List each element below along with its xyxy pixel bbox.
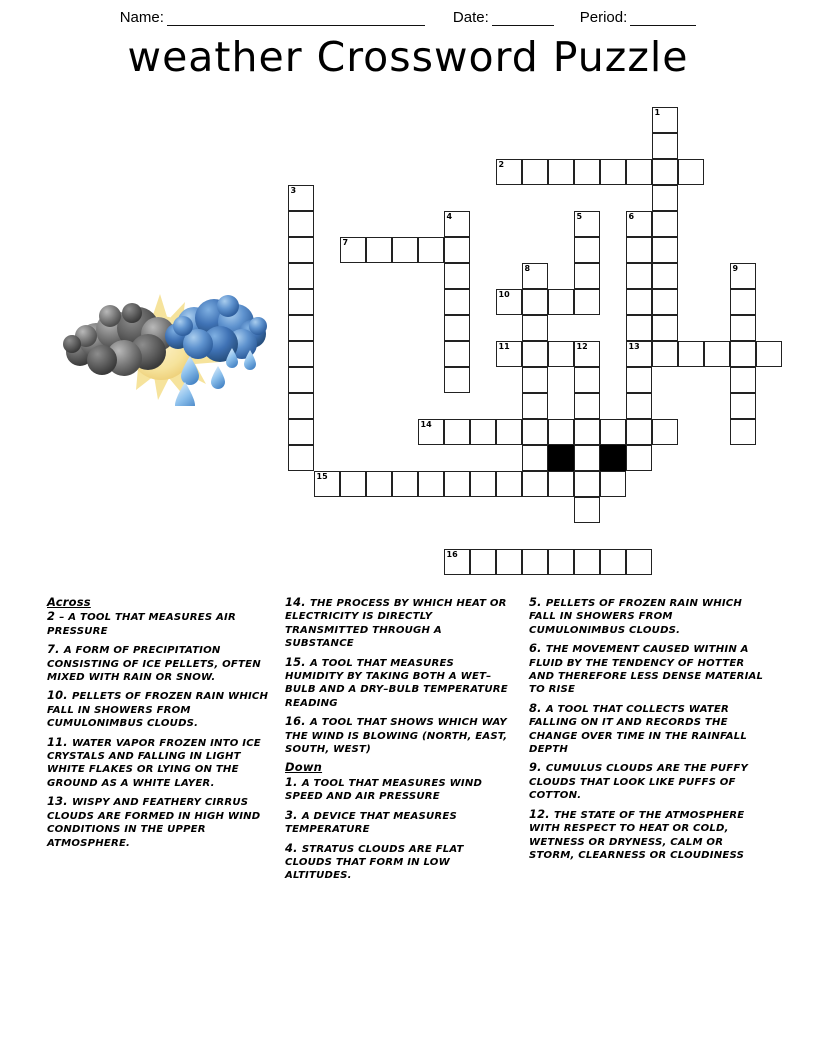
clue-text: A TOOL THAT SHOWS WHICH WAY THE WIND IS BLOWING (NORTH, EAST, SOUTH, WEST) [285, 717, 508, 756]
crossword-cell-number: 5 [576, 212, 583, 221]
crossword-cell-number: 9 [732, 264, 739, 273]
crossword-cell[interactable] [652, 211, 678, 237]
clue-text: PELLETS OF FROZEN RAIN WHICH FALL IN SHOWERS FROM CUMULONIMBUS CLOUDS. [529, 598, 743, 636]
date-field[interactable] [453, 9, 554, 26]
crossword-cell[interactable] [652, 289, 678, 315]
crossword-cell[interactable] [522, 549, 548, 575]
clue-text: A TOOL THAT MEASURES WIND SPEED AND AIR PRESSURE [285, 777, 483, 803]
crossword-cell[interactable] [652, 159, 678, 185]
weather-clipart-icon [52, 278, 268, 406]
period-label: Period: [579, 9, 628, 26]
clue-column-2 [285, 596, 513, 888]
clue-number: 3. [285, 807, 302, 822]
crossword-cell[interactable] [288, 289, 314, 315]
across-clue-list-part1 [47, 610, 271, 850]
crossword-cell[interactable] [522, 315, 548, 341]
clue-section [0, 596, 816, 936]
crossword-cell[interactable] [444, 419, 470, 445]
crossword-cell[interactable] [652, 107, 678, 133]
clue-number: 1. [285, 774, 302, 789]
crossword-cell[interactable] [444, 367, 470, 393]
crossword-cell[interactable] [418, 419, 444, 445]
crossword-cell-number: 13 [628, 342, 640, 351]
crossword-cell[interactable] [574, 497, 600, 523]
crossword-cell[interactable] [652, 133, 678, 159]
clue-number: 5. [529, 595, 546, 609]
clue-number: 14. [285, 595, 310, 609]
crossword-cell-number: 15 [316, 472, 328, 481]
crossword-cell[interactable] [652, 419, 678, 445]
crossword-cell[interactable] [652, 185, 678, 211]
crossword-cell[interactable] [652, 263, 678, 289]
crossword-cell[interactable] [548, 159, 574, 185]
clue-column-3 [529, 596, 765, 867]
crossword-cell[interactable] [678, 159, 704, 185]
crossword-cell[interactable] [314, 471, 340, 497]
clue-item [529, 596, 765, 637]
name-field[interactable] [120, 9, 425, 26]
clue-text: CUMULUS CLOUDS ARE THE PUFFY CLOUDS THAT LOOK LIKE PUFFS OF COTTON. [529, 763, 748, 802]
crossword-cell[interactable] [600, 159, 626, 185]
crossword-cell[interactable] [444, 471, 470, 497]
crossword-cell[interactable] [730, 393, 756, 419]
clue-number: 7. [47, 642, 64, 657]
page-title: weather Crossword Puzzle [127, 33, 689, 81]
crossword-cell[interactable] [522, 341, 548, 367]
clue-text: THE MOVEMENT CAUSED WITHIN A FLUID BY THE TENDENCY OF HOTTER AND THEREFORE LESS DENSE MATERIAL TO RISE [529, 644, 764, 696]
date-input-rule[interactable] [492, 11, 554, 26]
crossword-cell[interactable] [626, 159, 652, 185]
crossword-cell[interactable] [288, 419, 314, 445]
crossword-cell[interactable] [756, 341, 782, 367]
crossword-cell[interactable] [626, 393, 652, 419]
crossword-cell-number: 11 [498, 342, 510, 351]
crossword-cell[interactable] [496, 471, 522, 497]
crossword-cell[interactable] [522, 289, 548, 315]
crossword-cell[interactable] [444, 211, 470, 237]
clue-item [529, 642, 765, 697]
crossword-cell[interactable] [574, 471, 600, 497]
crossword-cell-number: 10 [498, 290, 510, 299]
down-heading: Down [285, 760, 323, 775]
crossword-cell[interactable] [444, 289, 470, 315]
crossword-cell[interactable] [548, 289, 574, 315]
crossword-cell[interactable] [522, 159, 548, 185]
clue-text: STRATUS CLOUDS ARE FLAT CLOUDS THAT FORM IN LOW ALTITUDES. [285, 843, 464, 882]
clue-text: A FORM OF PRECIPITATION CONSISTING OF ICE PELLETS, OFTEN MIXED WITH RAIN OR SNOW. [47, 645, 261, 684]
clue-text: – A TOOL THAT MEASURES AIR PRESSURE [47, 612, 236, 637]
clue-number: 4. [285, 840, 302, 855]
crossword-cell-number: 2 [498, 160, 505, 169]
clue-number: 6. [529, 641, 546, 656]
crossword-cell[interactable] [548, 341, 574, 367]
crossword-cell[interactable] [522, 393, 548, 419]
period-field[interactable] [580, 9, 697, 26]
clue-item [529, 702, 765, 757]
crossword-cell[interactable] [626, 419, 652, 445]
crossword-cell-number: 6 [628, 212, 635, 221]
crossword-cell[interactable] [444, 263, 470, 289]
crossword-cell[interactable] [574, 419, 600, 445]
crossword-cell[interactable] [522, 445, 548, 471]
clue-text: WATER VAPOR FROZEN INTO ICE CRYSTALS AND FALLING IN LIGHT WHITE FLAKES OR LYING ON THE GROUND AS A WHITE LAYER. [47, 737, 261, 789]
crossword-cell[interactable] [288, 393, 314, 419]
crossword-cell[interactable] [600, 549, 626, 575]
name-label: Name: [119, 9, 164, 26]
clue-number: 10. [47, 688, 72, 703]
clue-text: PELLETS OF FROZEN RAIN WHICH FALL IN SHOWERS FROM CUMULONIMBUS CLOUDS. [47, 691, 269, 730]
crossword-cell-number: 8 [524, 264, 531, 273]
crossword-cell[interactable] [626, 445, 652, 471]
clue-item [285, 842, 513, 883]
clue-item [285, 656, 513, 711]
crossword-cell[interactable] [730, 289, 756, 315]
crossword-cell[interactable] [444, 237, 470, 263]
crossword-cell[interactable] [574, 211, 600, 237]
clue-text: A TOOL THAT MEASURES HUMIDITY BY TAKING BOTH A WET–BULB AND A DRY–BULB TEMPERATURE READING [285, 657, 508, 709]
crossword-cell[interactable] [574, 341, 600, 367]
crossword-cell-number: 1 [654, 108, 661, 117]
crossword-cell[interactable] [574, 237, 600, 263]
crossword-cell-number: 7 [342, 238, 349, 247]
crossword-cell[interactable] [626, 549, 652, 575]
crossword-cell[interactable] [704, 341, 730, 367]
crossword-blocked-cell [600, 445, 626, 471]
across-clue-list-part2 [285, 596, 513, 756]
crossword-cell[interactable] [548, 549, 574, 575]
crossword-cell[interactable] [496, 289, 522, 315]
crossword-cell[interactable] [652, 341, 678, 367]
crossword-cell[interactable] [626, 211, 652, 237]
date-label: Date: [452, 9, 489, 26]
clue-item [47, 736, 271, 791]
clue-number: 12. [529, 806, 554, 821]
crossword-cell[interactable] [678, 341, 704, 367]
crossword-cell[interactable] [730, 341, 756, 367]
crossword-cell[interactable] [444, 315, 470, 341]
crossword-cell[interactable] [600, 419, 626, 445]
crossword-cell[interactable] [600, 471, 626, 497]
clue-item [47, 795, 271, 850]
crossword-cell[interactable] [392, 237, 418, 263]
crossword-cell[interactable] [574, 445, 600, 471]
clue-item [47, 689, 271, 730]
crossword-cell[interactable] [496, 419, 522, 445]
crossword-cell[interactable] [574, 263, 600, 289]
crossword-cell[interactable] [496, 159, 522, 185]
clue-item [529, 808, 765, 863]
crossword-cell[interactable] [288, 185, 314, 211]
clue-text: THE PROCESS BY WHICH HEAT OR ELECTRICITY IS DIRECTLY TRANSMITTED THROUGH A SUBSTANCE [285, 598, 507, 650]
crossword-cell[interactable] [444, 549, 470, 575]
period-input-rule[interactable] [630, 11, 696, 26]
worksheet-header [0, 0, 816, 26]
clue-number: 15. [285, 654, 310, 669]
crossword-cell[interactable] [288, 211, 314, 237]
clue-item [47, 643, 271, 684]
crossword-cell[interactable] [730, 419, 756, 445]
crossword-cell[interactable] [626, 341, 652, 367]
crossword-cell[interactable] [340, 237, 366, 263]
crossword-cell[interactable] [730, 315, 756, 341]
clue-number: 8. [529, 700, 546, 715]
clue-number: 9. [529, 760, 546, 775]
crossword-cell[interactable] [574, 367, 600, 393]
crossword-cell[interactable] [574, 289, 600, 315]
crossword-cell[interactable] [730, 367, 756, 393]
crossword-cell[interactable] [418, 471, 444, 497]
crossword-cell[interactable] [496, 341, 522, 367]
crossword-cell[interactable] [522, 263, 548, 289]
crossword-cell[interactable] [288, 341, 314, 367]
crossword-cell[interactable] [652, 237, 678, 263]
crossword-cell[interactable] [626, 289, 652, 315]
crossword-cell[interactable] [522, 471, 548, 497]
crossword-cell[interactable] [730, 263, 756, 289]
name-input-rule[interactable] [167, 11, 425, 26]
clue-item [285, 776, 513, 804]
crossword-cell[interactable] [444, 341, 470, 367]
crossword-cell[interactable] [366, 471, 392, 497]
crossword-cell[interactable] [626, 263, 652, 289]
crossword-cell[interactable] [288, 367, 314, 393]
crossword-grid[interactable] [288, 107, 782, 575]
clue-text: A TOOL THAT COLLECTS WATER FALLING ON IT AND RECORDS THE CHANGE OVER TIME IN THE RAINFALL DEPTH [529, 703, 748, 756]
crossword-cell[interactable] [288, 263, 314, 289]
clue-number: 13. [47, 794, 72, 809]
crossword-cell[interactable] [548, 471, 574, 497]
crossword-cell[interactable] [366, 237, 392, 263]
clue-item [285, 596, 513, 651]
crossword-cell[interactable] [626, 315, 652, 341]
clue-item [47, 610, 271, 638]
crossword-cell[interactable] [470, 471, 496, 497]
clue-item [285, 715, 513, 756]
crossword-cell[interactable] [652, 315, 678, 341]
clue-number: 11. [47, 734, 72, 749]
clue-number: 16. [285, 714, 310, 729]
crossword-cell[interactable] [574, 549, 600, 575]
crossword-cell[interactable] [626, 237, 652, 263]
clue-text: THE STATE OF THE ATMOSPHERE WITH RESPECT TO HEAT OR COLD, WETNESS OR DRYNESS, CALM OR STORM, CLEARNESS OR CLOUDINESS [529, 809, 745, 861]
crossword-cell[interactable] [574, 393, 600, 419]
down-clue-list-part1 [285, 776, 513, 883]
clue-item [285, 809, 513, 837]
crossword-cell-number: 14 [420, 420, 432, 429]
clue-item [529, 761, 765, 802]
crossword-cell[interactable] [418, 237, 444, 263]
crossword-cell-number: 4 [446, 212, 453, 221]
across-heading: Across [47, 595, 91, 609]
down-clue-list-part2 [529, 596, 765, 862]
clue-text: WISPY AND FEATHERY CIRRUS CLOUDS ARE FORMED IN HIGH WIND CONDITIONS IN THE UPPER ATMOSPHERE. [47, 797, 261, 849]
crossword-cell[interactable] [522, 419, 548, 445]
crossword-cell[interactable] [574, 159, 600, 185]
crossword-cell[interactable] [496, 549, 522, 575]
crossword-cell[interactable] [288, 315, 314, 341]
crossword-cell[interactable] [470, 549, 496, 575]
clue-number: 2 [47, 609, 60, 624]
clue-text: A DEVICE THAT MEASURES TEMPERATURE [285, 810, 457, 836]
crossword-cell-number: 16 [446, 550, 458, 559]
crossword-cell[interactable] [548, 419, 574, 445]
crossword-cell[interactable] [626, 367, 652, 393]
crossword-cell[interactable] [340, 471, 366, 497]
crossword-cell[interactable] [470, 419, 496, 445]
crossword-cell[interactable] [288, 237, 314, 263]
crossword-cell[interactable] [392, 471, 418, 497]
crossword-cell[interactable] [522, 367, 548, 393]
crossword-blocked-cell [548, 445, 574, 471]
crossword-cell-number: 12 [576, 342, 588, 351]
crossword-cell-number: 3 [290, 186, 297, 195]
clue-column-1 [47, 596, 271, 855]
crossword-cell[interactable] [288, 445, 314, 471]
